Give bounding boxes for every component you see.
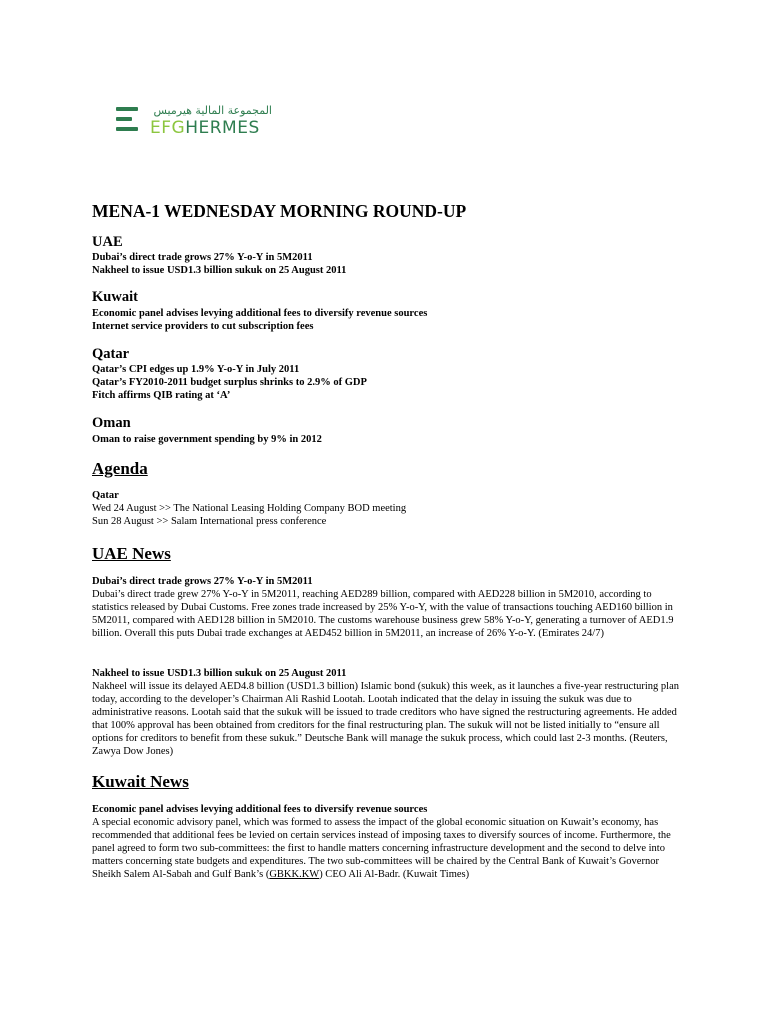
uae-news-title: UAE News [92,544,171,563]
article-body: Nakheel will issue its delayed AED4.8 billion (USD1.3 billion) Islamic bond (sukuk) this week, as it launches a five-year restructuring plan today, according to the developer’s Chairman Ali Rashid Lootah. Lootah indicated that the delay in issuing the sukuk was due to administrative reasons. Lootah said that the sukuk will be issued to trade creditors who have signed the restructuring agreements. He added that 100% approval has been obtained from creditors for the final restructuring plan. The sukuk will not be listed initially to “ensure all options for creditors to benefit from these sukuk.” Deutsche Bank will manage the sukuk process, which could last 2-3 months. (Reuters, Zawya Dow Jones) [92,681,679,757]
logo-arabic-text: المجموعة المالية هيرميس [153,104,272,117]
article-title: Economic panel advises levying additional fees to diversify revenue sources [92,804,428,815]
logo-word-efg: EFG [150,118,186,138]
agenda-item: Sun 28 August >> Salam International press conference [92,516,327,527]
news-article [92,575,682,640]
summary-headline: Dubai’s direct trade grows 27% Y-o-Y in 5M2011 [92,252,313,263]
article-body-text: ) CEO Ali Al-Badr. (Kuwait Times) [319,869,470,880]
summary-headline: Nakheel to issue USD1.3 billion sukuk on 25 August 2011 [92,265,347,276]
article-title: Dubai’s direct trade grows 27% Y-o-Y in 5M2011 [92,576,313,587]
ticker-link[interactable]: GBKK.KW [269,869,320,880]
summary-headline: Oman to raise government spending by 9% in 2012 [92,434,322,445]
logo-mark-icon [116,107,140,137]
article-body [92,816,682,881]
logo-wordmark [150,118,260,138]
logo-word-hermes: HERMES [185,118,260,138]
summary-headline: Fitch affirms QIB rating at ‘A’ [92,390,231,401]
summary-headline: Qatar’s FY2010-2011 budget surplus shrinks to 2.9% of GDP [92,377,367,388]
summary-region-kuwait: Kuwait [92,289,138,305]
summary-region-uae: UAE [92,234,123,250]
agenda-title: Agenda [92,459,148,478]
agenda-country: Qatar [92,490,119,501]
summary-region-oman: Oman [92,415,131,431]
news-article [92,803,682,881]
summary-headline: Economic panel advises levying additional fees to diversify revenue sources [92,308,428,319]
news-article [92,667,682,758]
summary-headline: Internet service providers to cut subscription fees [92,321,314,332]
agenda-item: Wed 24 August >> The National Leasing Holding Company BOD meeting [92,503,407,514]
article-title: Nakheel to issue USD1.3 billion sukuk on 25 August 2011 [92,668,347,679]
summary-headline: Qatar’s CPI edges up 1.9% Y-o-Y in July 2011 [92,364,300,375]
efg-hermes-logo [116,104,286,140]
page-title: MENA-1 WEDNESDAY MORNING ROUND-UP [92,201,467,221]
kuwait-news-title: Kuwait News [92,772,189,791]
summary-region-qatar: Qatar [92,346,130,362]
article-body-text: A special economic advisory panel, which was formed to assess the impact of the global economic situation on Kuwait’s economy, has recommended that additional fees be levied on certain services instead of imposing taxes to diversify sources of income. Furthermore, the panel agreed to form two sub-committees: the first to handle matters concerning infrastructure development and the second to delve into matters concerning state budgets and expenditures. The two sub-committees will be chaired by the Central Bank of Kuwait’s Governor Sheikh Salem Al-Sabah and Gulf Bank’s ( [92,817,671,880]
article-body: Dubai’s direct trade grew 27% Y-o-Y in 5M2011, reaching AED289 billion, compared with AED228 billion in 5M2010, according to statistics released by Dubai Customs. Free zones trade increased by 25% Y-o-Y, with the value of transactions touching AED160 billion in 5M2011, compared with AED128 billion in 5M2010. The customs warehouse business grew 58% Y-o-Y, generating a turnover of AED1.9 billion. Overall this puts Dubai trade exchanges at AED452 billion in 5M2011, an increase of 26% Y-o-Y. (Emirates 24/7) [92,589,674,639]
